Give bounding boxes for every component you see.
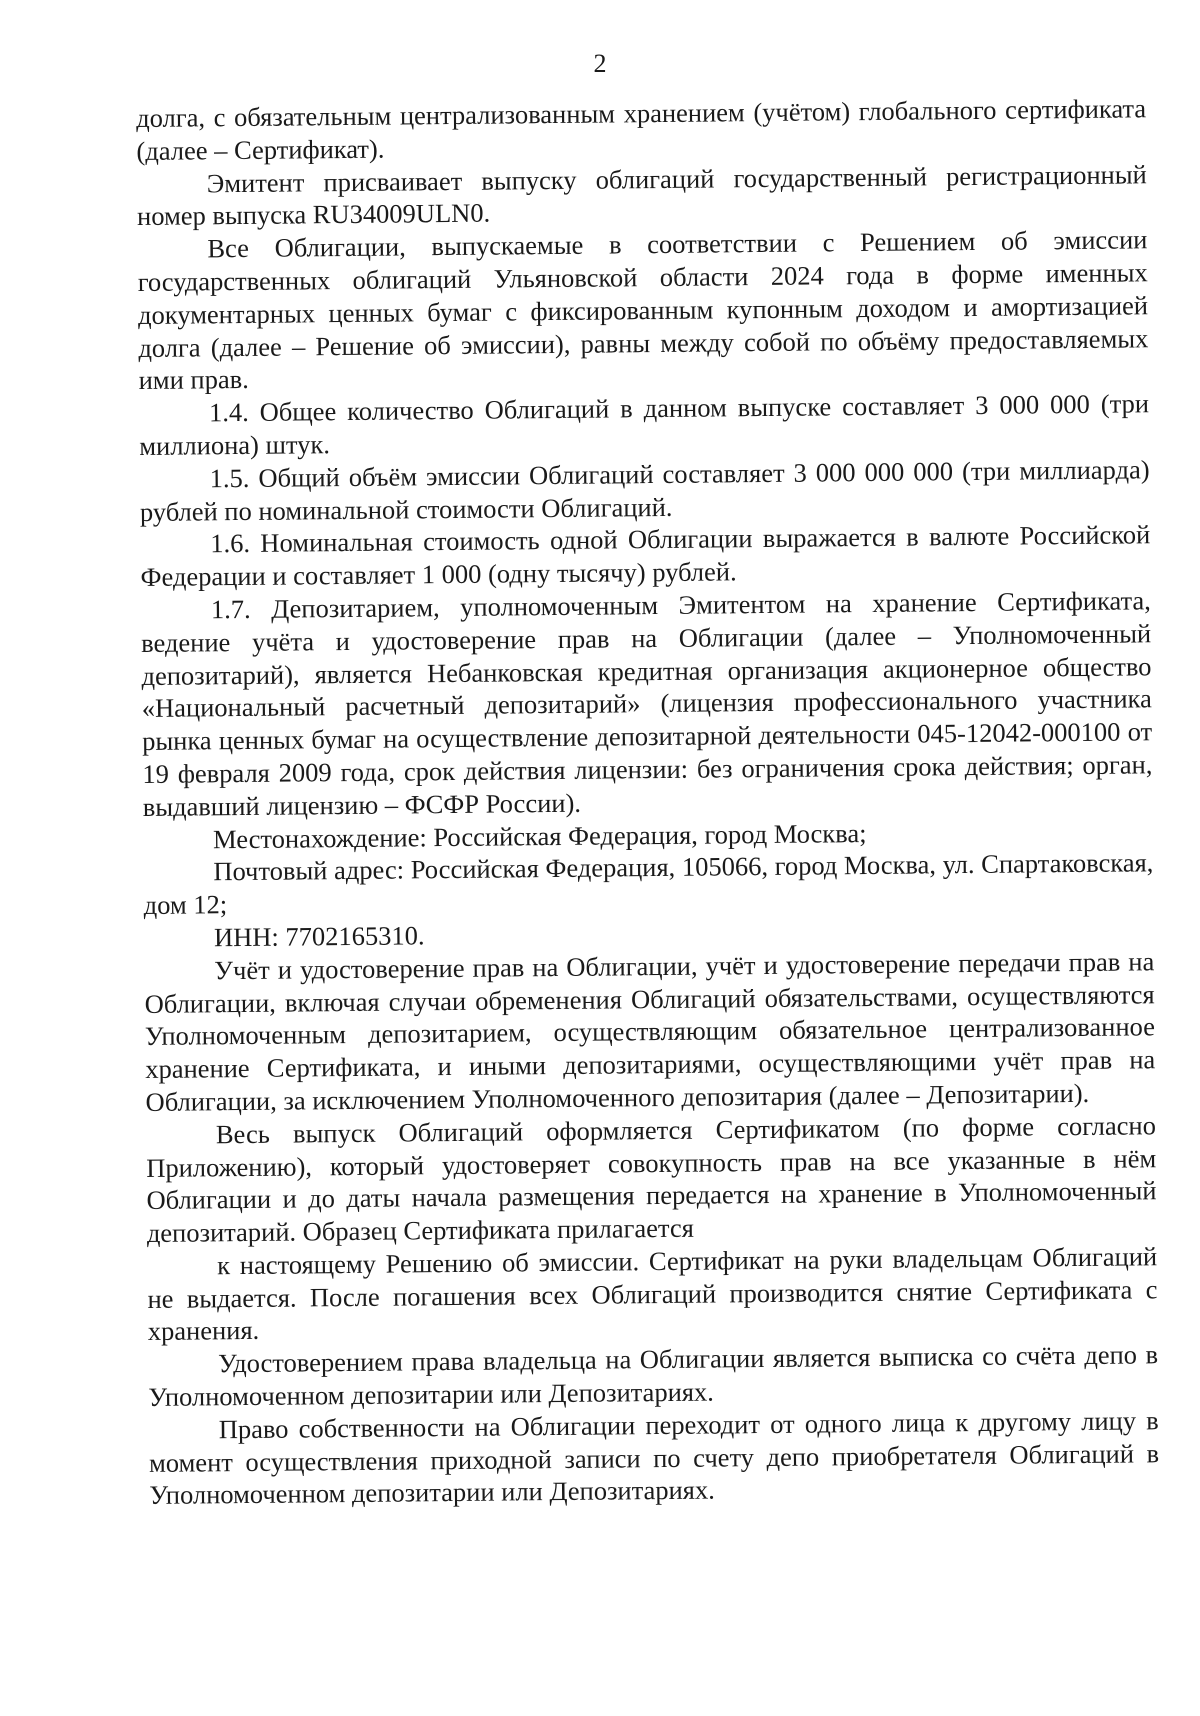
paragraph-statement: Удостоверением права владельца на Облигации является выписка со счёта депо в Уполномоченном депозитарии или Депозитариях. — [148, 1339, 1159, 1413]
paragraph-1-6-nominal: 1.6. Номинальная стоимость одной Облигации выражается в валюте Российской Федерации и составляет 1 000 (одну тысячу) рублей. — [140, 519, 1151, 593]
paragraph-certificate-storage: к настоящему Решению об эмиссии. Сертификат на руки владельцам Облигаций не выдается. После погашения всех Облигаций производится снятие Сертификата с хранения. — [147, 1241, 1158, 1347]
document-body — [136, 92, 1159, 1512]
page-number: 2 — [593, 49, 607, 78]
paragraph-rights-accounting: Учёт и удостоверение прав на Облигации, учёт и удостоверение передачи прав на Облигации, включая случаи обременения Облигаций обязательствами, осуществляются Уполномоченным депозитарием, осуществляющим обязательное централизованное хранение Сертификата, и иными депозитариями, осуществляющими учёт прав на Облигации, за исключением Уполномоченного депозитария (далее – Депозитарии). — [144, 945, 1156, 1117]
paragraph-equal-rights: Все Облигации, выпускаемые в соответствии с Решением об эмиссии государственных облигаций Ульяновской области 2024 года в форме именных документарных ценных бумаг с фиксированным купонным доходом и амортизацией долга (далее – Решение об эмиссии), равны между собой по объёму предоставляемых ими прав. — [137, 224, 1149, 396]
paragraph-postal-address: Почтовый адрес: Российская Федерация, 105066, город Москва, ул. Спартаковская, дом 12; — [143, 847, 1154, 921]
paragraph-1-4-quantity: 1.4. Общее количество Облигаций в данном выпуске составляет 3 000 000 (три миллиона) штук. — [139, 388, 1150, 461]
paragraph-1-5-volume: 1.5. Общий объём эмиссии Облигаций составляет 3 000 000 000 (три миллиарда) рублей по номинальной стоимости Облигаций. — [139, 454, 1150, 527]
paragraph-certificate-issue: Весь выпуск Облигаций оформляется Сертификатом (по форме согласно Приложению), который удостоверяет совокупность прав на все указанные в нём Облигации и до даты начала размещения передается на хранение в Уполномоченный депозитарий. Образец Сертификата прилагается — [146, 1109, 1157, 1249]
paragraph-inn: ИНН: 7702165310. — [213, 920, 425, 953]
paragraph-registration-number: Эмитент присваивает выпуску облигаций государственный регистрационный номер выпуска RU34009ULN0. — [136, 158, 1147, 232]
paragraph-ownership-transfer: Право собственности на Облигации переходит от одного лица к другому лицу в момент осуществления приходной записи по счету депо приобретателя Облигаций в Уполномоченном депозитарии или Депозитариях. — [148, 1405, 1160, 1511]
paragraph-1-7-depositary: 1.7. Депозитарием, уполномоченным Эмитентом на хранение Сертификата, ведение учёта и удостоверение прав на Облигации (далее – Уполномоченный депозитарий), является Небанковская кредитная организация акционерное общество «Национальный расчетный депозитарий» (лицензия профессионального участника рынка ценных бумаг на осуществление депозитарной деятельности 045-12042-000100 от 19 февраля 2009 года, срок действия лицензии: без ограничения срока действия; орган, выдавший лицензию – ФСФР России). — [141, 585, 1153, 822]
paragraph-continuation: долга, с обязательным централизованным хранением (учётом) глобального сертификата (далее – Сертификат). — [136, 93, 1147, 166]
paragraph-location: Местонахождение: Российская Федерация, город Москва; — [212, 817, 867, 854]
